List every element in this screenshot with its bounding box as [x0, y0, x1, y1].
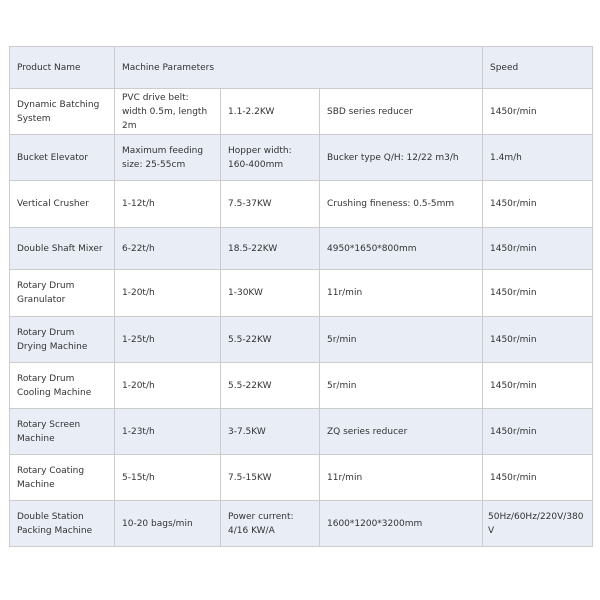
product-name-cell: Double Shaft Mixer [10, 228, 115, 270]
parameter-cell: 1-25t/h [115, 317, 221, 363]
speed-cell: 1450r/min [483, 363, 593, 409]
table-row [10, 135, 593, 181]
parameter-cell: 1.1-2.2KW [221, 89, 320, 135]
parameter-cell: 11r/min [320, 455, 483, 501]
speed-cell: 1450r/min [483, 181, 593, 228]
parameter-cell: 18.5-22KW [221, 228, 320, 270]
table-row [10, 317, 593, 363]
product-name-cell: Dynamic Batching System [10, 89, 115, 135]
parameter-cell: 5.5-22KW [221, 363, 320, 409]
parameter-cell: PVC drive belt: width 0.5m, length 2m [115, 89, 221, 135]
product-name-cell: Rotary Screen Machine [10, 409, 115, 455]
speed-cell: 1450r/min [483, 455, 593, 501]
parameter-cell: SBD series reducer [320, 89, 483, 135]
speed-cell: 50Hz/60Hz/220V/380V [483, 501, 593, 547]
table-row [10, 228, 593, 270]
speed-cell: 1450r/min [483, 89, 593, 135]
product-name-cell: Vertical Crusher [10, 181, 115, 228]
parameter-cell: 6-22t/h [115, 228, 221, 270]
speed-cell: 1450r/min [483, 409, 593, 455]
table-row [10, 455, 593, 501]
parameter-cell: Power current: 4/16 KW/A [221, 501, 320, 547]
header-speed: Speed [483, 47, 593, 89]
parameter-cell: Maximum feeding size: 25-55cm [115, 135, 221, 181]
parameter-cell: 11r/min [320, 270, 483, 317]
parameter-cell: 5r/min [320, 317, 483, 363]
product-name-cell: Bucket Elevator [10, 135, 115, 181]
table-header-row [10, 47, 593, 89]
parameter-cell: 4950*1650*800mm [320, 228, 483, 270]
product-name-cell: Rotary Drum Granulator [10, 270, 115, 317]
parameter-cell: 5-15t/h [115, 455, 221, 501]
parameter-cell: 3-7.5KW [221, 409, 320, 455]
parameter-cell: ZQ series reducer [320, 409, 483, 455]
speed-cell: 1450r/min [483, 228, 593, 270]
product-name-cell: Double Station Packing Machine [10, 501, 115, 547]
table-row [10, 181, 593, 228]
table-row [10, 270, 593, 317]
parameter-cell: 1-12t/h [115, 181, 221, 228]
parameter-cell: 7.5-37KW [221, 181, 320, 228]
header-product-name: Product Name [10, 47, 115, 89]
parameter-cell: 1-30KW [221, 270, 320, 317]
parameter-cell: 1-20t/h [115, 270, 221, 317]
product-name-cell: Rotary Drum Cooling Machine [10, 363, 115, 409]
parameter-cell: 7.5-15KW [221, 455, 320, 501]
parameter-cell: Crushing fineness: 0.5-5mm [320, 181, 483, 228]
parameter-cell: 5.5-22KW [221, 317, 320, 363]
table-row [10, 89, 593, 135]
parameter-cell: 1600*1200*3200mm [320, 501, 483, 547]
product-name-cell: Rotary Coating Machine [10, 455, 115, 501]
speed-cell: 1450r/min [483, 317, 593, 363]
table-row [10, 409, 593, 455]
table-row [10, 363, 593, 409]
parameter-cell: Bucker type Q/H: 12/22 m3/h [320, 135, 483, 181]
speed-cell: 1450r/min [483, 270, 593, 317]
parameter-cell: Hopper width: 160-400mm [221, 135, 320, 181]
product-parameters-table [9, 46, 593, 547]
table-row [10, 501, 593, 547]
parameter-cell: 5r/min [320, 363, 483, 409]
product-name-cell: Rotary Drum Drying Machine [10, 317, 115, 363]
parameter-cell: 1-20t/h [115, 363, 221, 409]
parameter-cell: 10-20 bags/min [115, 501, 221, 547]
header-machine-parameters: Machine Parameters [115, 47, 483, 89]
parameter-cell: 1-23t/h [115, 409, 221, 455]
speed-cell: 1.4m/h [483, 135, 593, 181]
